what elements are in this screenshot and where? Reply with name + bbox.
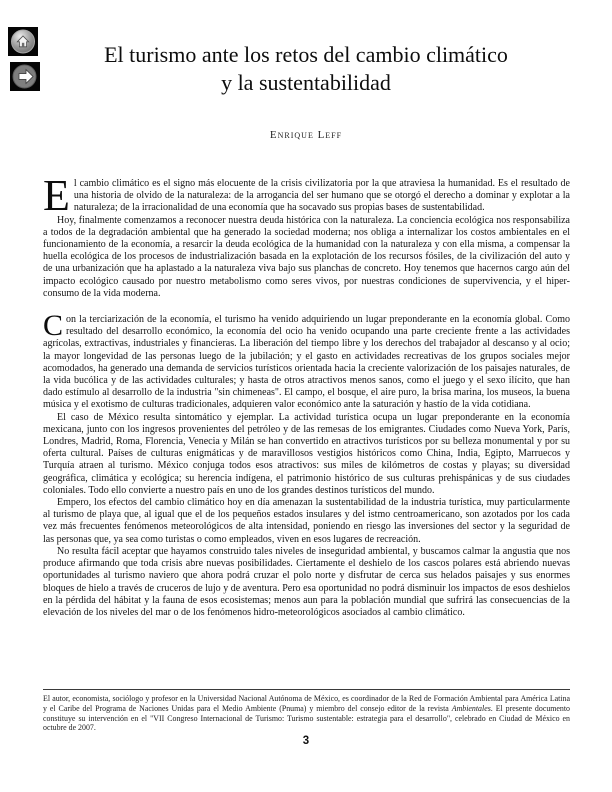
article-title-line2: y la sustentabilidad [221,69,391,95]
paragraph: No resulta fácil aceptar que hayamos construido tales niveles de inseguridad ambiental, y buscamos calmar la angustia que nos produce afirmando que toda crisis abre nuevas posibilidades. Ciertamente el deshielo de los cascos polares está abriendo nuevas oportunidades al turismo naviero que ahora podrá cruzar el polo norte y disfrutar de cerca sus helados paisajes y sus enormes bloques de hielo a través de cruceros de lujo y de aventura. Pero esa oportunidad no podrá disminuir los impactos de esos deshielos en la pérdida del hábitat y la fauna de esos ecosistemas; menos aun para la población mundial que sufrirá las consecuencias de la elevación de los niveles del mar o de los fenómenos hidro-meteorológicos asociados al cambio climático. [43,545,570,618]
footnote-text: El autor, economista, sociólogo y profesor en la Universidad Nacional Autónoma de México, es coordinador de la Red de Formación Ambiental para América Latina y el Caribe del Programa de Naciones Unidas para el Medio Ambiente (Pnuma) y miembro del consejo editor de la revista [43,694,570,713]
paragraph: Empero, los efectos del cambio climático hoy en día amenazan la sustentabilidad de la industria turística, muy particularmente al turismo de playa que, al igual que el de los pequeños estados insulares y del istmo centroamericano, son azotados por los cada vez más frecuentes fenómenos meteorológicos de alta intensidad, poniendo en riesgo las inversiones del sector y la seguridad de las personas que, ya sea como turistas o como empleados, viven en esos lugares de recreación. [43,497,570,545]
article-title-line1: El turismo ante los retos del cambio climático [104,42,508,67]
author-name: Enrique Leff [269,129,343,141]
article-title [0,41,612,96]
footnote-text-continued: . El presente documento constituye su intervención en el "VII Congreso Internacional de Turismo: Turismo sustentable: estrategia para el desarrollo", celebrado en Ciudad de México en octubre de 2007. [43,703,570,733]
paragraph: El caso de México resulta sintomático y ejemplar. La actividad turística ocupa un lugar preponderante en la economía mexicana, junto con los ingresos provenientes del petróleo y de las remesas de los emigrantes. Ciudades como Nueva York, París, Londres, Madrid, Roma, Florencia, Venecia y Milán se han convertido en atractivos turísticos por su belleza monumental y por su oferta cultural. Países de culturas enigmáticas y de maravillosos vestigios históricos como China, India, Egipto, Marruecos y Turquía atraen al turismo. México conjuga todos esos atractivos: sus miles de kilómetros de costas y playas; su diversidad geográfica, climática y ecológica; su herencia indígena, el patrimonio histórico de sus culturas prehispánicas y de sus ciudades coloniales. Todo ello convierte a nuestro país en uno de los grandes destinos turísticos del mundo. [43,411,570,496]
article-section-1 [43,178,570,300]
dropcap-letter: C [43,309,64,343]
footnote [43,689,570,733]
dropcap-letter: E [43,178,70,220]
paragraph-text: l cambio climático es el signo más elocuente de la crisis civilizatoria por la que atraviesa la humanidad. Es el resultado de una historia de olvido de la naturaleza: de la arrogancia del ser humano que se otorgó el derecho a dominar y explotar a la naturaleza; de la irracionalidad de una economía que ha socavado sus propias bases de sustentabilidad. [73,178,570,214]
footnote-journal-title: Ambientales [451,703,491,713]
paragraph [43,178,570,220]
paragraph-text: on la terciarización de la economía, el turismo ha venido adquiriendo un lugar preponderante en la economía global. Como resultado del desarrollo económico, la economía del ocio ha venido ocupando una parte creciente frente a las actividades agrícolas, extractivas, industriales y financieras. La liberación del tiempo libre y los derechos del trabajador al descanso y al ocio; la mayor longevidad de las personas luego de la jubilación; y el gasto en actividades recreativas de los grupos sociales mejor acomodados, ha generado una demanda de servicios turísticos orientada hacia la creciente valorización de los paisajes naturales, de la vida bucólica y de las actividades culturales; y hasta de otros atractivos menos sanos, como el juego y el sexo ilícito, que han dado estímulo al desarrollo de la industria "sin chimeneas". El campo, el bosque, el aire puro, la brisa marina, los museos, la buena música y el exotismo de culturas tradicionales, adquieren valor económico ante la saturación y hastío de la vida cotidiana. [43,314,570,411]
paragraph: Hoy, finalmente comenzamos a reconocer nuestra deuda histórica con la naturaleza. La conciencia ecológica nos responsabiliza a todos de la degradación ambiental que ha generado la sociedad moderna; nos obliga a internalizar los costos ambientales en el funcionamiento de la economía, a resarcir la deuda ecológica de la humanidad con la naturaleza y con ella misma, a compensar la huella ecológica de los procesos de industrialización basada en la explotación de los recursos fósiles, de la civilización del auto y de una urbanización que ha aplastado a la naturaleza viva bajo sus planchas de concreto. Hoy tenemos que hacernos cargo aún del impacto ecológico causado por nuestro metabolismo como seres vivos, por nuestras condiciones de supervivencia, y el hiper-consumo de la vida moderna. [43,214,570,299]
article-body [43,178,570,686]
article-section-2 [43,309,570,619]
page-number: 3 [302,735,310,747]
paragraph [43,309,570,412]
